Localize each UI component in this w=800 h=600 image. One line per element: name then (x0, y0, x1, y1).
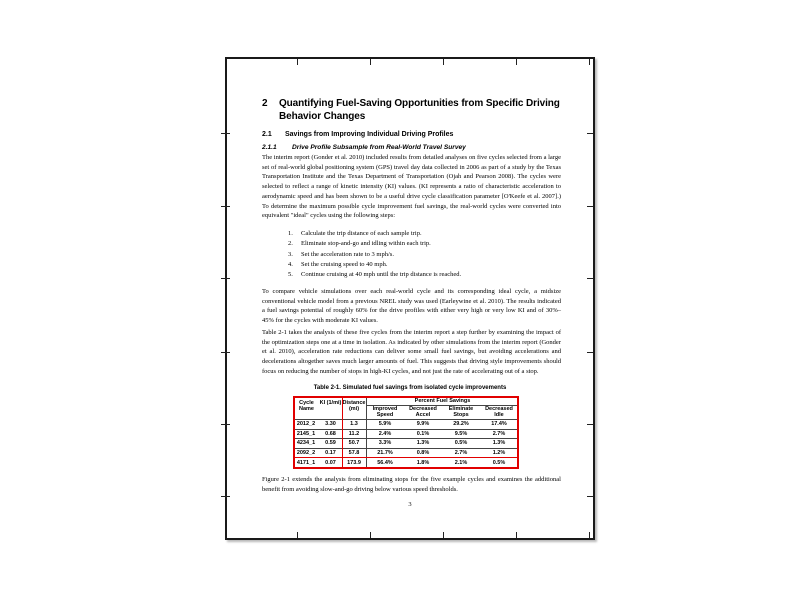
ruler-tick (370, 532, 371, 538)
ruler-tick (516, 532, 517, 538)
subsubsection-title: Drive Profile Subsample from Real-World Travel Survey (292, 144, 466, 151)
ruler-tick (221, 496, 230, 497)
subsubsection-heading (262, 144, 466, 151)
document-page (225, 57, 595, 540)
ruler-tick (589, 59, 590, 65)
annotation-box-table (293, 396, 519, 469)
subsection-title: Savings from Improving Individual Driving Profiles (285, 131, 454, 138)
fuel-savings-table (293, 396, 519, 469)
ruler-tick (221, 206, 230, 207)
paragraph: The interim report (Gonder et al. 2010) included results from detailed analyses on five cycles selected from a large set of real-world global positioning system (GPS) travel day data collected in 2006 as part of a study by the Texas Transportation Institute and the Texas Department of Transportation (Ojah and Pearson 2008). The cycles were selected to reflect a range of kinetic intensity (KI) values. (KI represents a ratio of characteristic acceleration to aerodynamic speed and has been shown to be a useful drive cycle classification parameter [O'Keefe et al. 2007].) To determine the maximum possible cycle improvement fuel savings, the real-world cycles were converted into equivalent "ideal" cycles using the following steps: (262, 154, 561, 220)
table-row: 4234_1 0.59 50.7 3.3% 1.3% 0.5% 1.3% (296, 440, 506, 446)
subsection-heading (262, 131, 453, 138)
list-item: 3. Set the acceleration rate to 3 mph/s. (288, 250, 394, 258)
sub-header-improved-speed: Improved Speed (372, 406, 398, 419)
subsection-number: 2.1 (262, 131, 272, 138)
list-item: 2. Eliminate stop-and-go and idling within each trip. (288, 240, 431, 248)
table-row: 4171_1 0.07 173.9 56.4% 1.8% 2.1% 0.5% (296, 460, 506, 466)
ruler-tick (370, 59, 371, 65)
ruler-tick (221, 352, 230, 353)
section-title: Quantifying Fuel-Saving Opportunities from Specific Driving Behavior Changes (279, 98, 560, 122)
col-header-cycle-name: Cycle Name (299, 400, 314, 413)
paragraph: Table 2-1 takes the analysis of these five cycles from the interim report a step further by examining the impact of the optimization steps one at a time in isolation. As indicated by other simulations from the interim report (Gonder et al. 2010), acceleration rate reductions can deliver some small fuel savings, but avoiding accelerations and decelerations altogether saves much larger amounts of fuel. This suggests that driving style improvements should focus on reducing the number of stops in high-KI cycles, and not just the rate of accelerating out of a stop. (262, 329, 561, 375)
col-header-distance: Distance (mi) (342, 400, 366, 413)
ruler-tick (221, 424, 230, 425)
ruler-tick (587, 278, 593, 279)
ruler-tick (589, 532, 590, 538)
sub-header-decreased-idle: Decreased Idle (485, 406, 513, 419)
paragraph: To compare vehicle simulations over each real-world cycle and its corresponding ideal cycle, a midsize conventional vehicle model from a previous NREL study was used (Earleywine et al. 2010). The results indicated a fuel savings potential of roughly 60% for the drive profiles with either very high or very low KI and of 30%–45% for the cycles with moderate KI values. (262, 288, 561, 325)
numbered-list (288, 229, 558, 280)
sub-header-eliminate-stops: Eliminate Stops (448, 406, 474, 419)
table-row: 2092_2 0.17 57.8 21.7% 0.8% 2.7% 1.2% (296, 449, 506, 456)
list-item: 4. Set the cruising speed to 40 mph. (288, 260, 388, 268)
ruler-tick (443, 532, 444, 538)
paragraph: Figure 2-1 extends the analysis from eliminating stops for the five example cycles and examines the additional benefit from avoiding slow-and-go driving below various speed thresholds. (262, 476, 561, 493)
sub-header-decreased-accel: Decreased Accel (409, 406, 437, 419)
ruler-tick (443, 59, 444, 65)
ruler-tick (587, 496, 593, 497)
ruler-tick (221, 133, 230, 134)
ruler-tick (587, 206, 593, 207)
section-number: 2 (262, 98, 268, 109)
col-header-ki: KI (1/mi) (319, 400, 342, 406)
ruler-tick (587, 352, 593, 353)
list-item: 5. Continue cruising at 40 mph until the trip distance is reached. (288, 271, 462, 279)
group-header-percent-fuel-savings: Percent Fuel Savings (414, 397, 471, 404)
section-heading (262, 98, 562, 123)
subsubsection-number: 2.1.1 (262, 144, 277, 151)
page-number: 3 (408, 501, 412, 508)
table-caption: Table 2-1. Simulated fuel savings from isolated cycle improvements (313, 385, 507, 391)
ruler-tick (297, 59, 298, 65)
table-row: 2145_1 0.68 11.2 2.4% 0.1% 9.5% 2.7% (296, 430, 506, 437)
ruler-tick (587, 133, 593, 134)
ruler-tick (221, 278, 230, 279)
ruler-tick (297, 532, 298, 538)
list-item: 1. Calculate the trip distance of each sample trip. (288, 230, 422, 237)
ruler-tick (587, 424, 593, 425)
ruler-tick (516, 59, 517, 65)
table-row: 2012_2 3.30 1.3 5.9% 9.9% 29.2% 17.4% (296, 421, 507, 427)
